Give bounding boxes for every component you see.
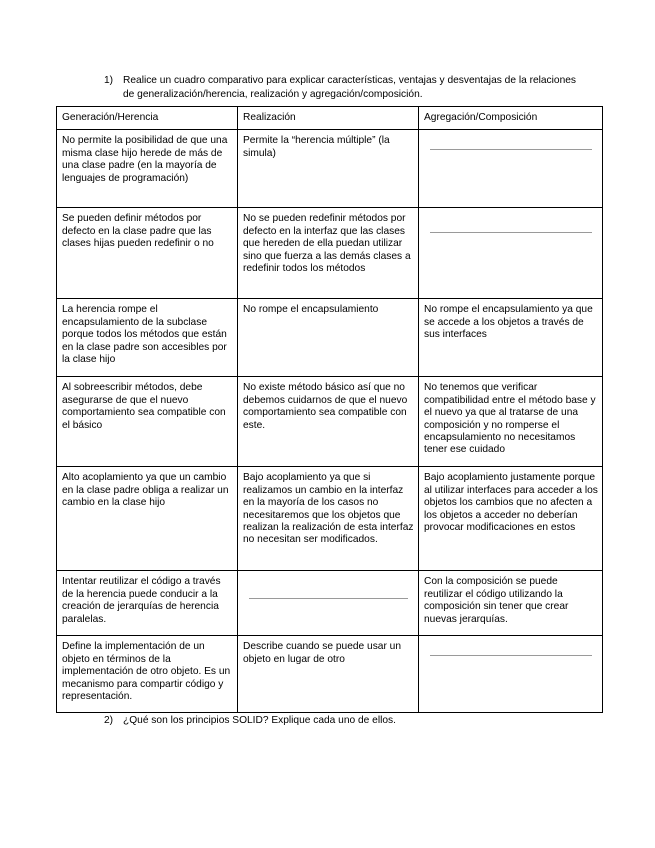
- cell-realizacion: Permite la “herencia múltiple” (la simula): [238, 130, 419, 208]
- header-realizacion: Realización: [238, 107, 419, 130]
- cell-realizacion: Bajo acoplamiento ya que si realizamos un cambio en la interfaz en la mayoría de los casos no necesitaremos que los objetos que realizan la realización de esta interfaz no necesitan ser modificados.: [238, 467, 419, 571]
- cell-agregacion: No tenemos que verificar compatibilidad entre el método base y el nuevo ya que al tratarse de una composición y no romperse el encapsulamiento no necesitamos tener ese cuidado: [419, 377, 603, 467]
- cell-agregacion-empty: [419, 130, 603, 208]
- table-row: [57, 377, 603, 467]
- table-row: [57, 467, 603, 571]
- cell-agregacion-empty: [419, 208, 603, 299]
- cell-herencia: No permite la posibilidad de que una misma clase hijo herede de más de una clase padre (en la mayoría de lenguajes de programación): [57, 130, 238, 208]
- cell-agregacion: No rompe el encapsulamiento ya que se accede a los objetos a través de sus interfaces: [419, 299, 603, 377]
- question-1: [104, 74, 584, 102]
- cell-herencia: La herencia rompe el encapsulamiento de la subclase porque todos los métodos que están en la clase padre son accesibles por la clase hijo: [57, 299, 238, 377]
- cell-agregacion: Con la composición se puede reutilizar el código utilizando la composición sin tener que crear nuevas jerarquías.: [419, 571, 603, 636]
- cell-herencia: Intentar reutilizar el código a través de la herencia puede conducir a la creación de jerarquías de herencia paralelas.: [57, 571, 238, 636]
- blank-line: [430, 149, 592, 150]
- cell-realizacion-empty: [238, 571, 419, 636]
- header-agregacion: Agregación/Composición: [419, 107, 603, 130]
- question-2-text: ¿Qué son los principios SOLID? Explique cada uno de ellos.: [123, 715, 396, 726]
- cell-realizacion: No existe método básico así que no debemos cuidarnos de que el nuevo comportamiento sea compatible con este.: [238, 377, 419, 467]
- comparison-table: [56, 106, 603, 713]
- cell-herencia: Alto acoplamiento ya que un cambio en la clase padre obliga a realizar un cambio en la clase hijo: [57, 467, 238, 571]
- cell-realizacion: Describe cuando se puede usar un objeto en lugar de otro: [238, 636, 419, 713]
- cell-herencia: Al sobreescribir métodos, debe asegurarse de que el nuevo comportamiento sea compatible con el básico: [57, 377, 238, 467]
- blank-line: [249, 598, 408, 599]
- cell-realizacion: No rompe el encapsulamiento: [238, 299, 419, 377]
- table-row: [57, 299, 603, 377]
- question-2: [104, 714, 396, 728]
- cell-agregacion: Bajo acoplamiento justamente porque al utilizar interfaces para acceder a los objetos los cambios que no afecten a los objetos a acceder no deberían provocar modificaciones en estos: [419, 467, 603, 571]
- cell-agregacion-empty: [419, 636, 603, 713]
- cell-herencia: Define la implementación de un objeto en términos de la implementación de otro objeto. Es un mecanismo para compartir código y representación.: [57, 636, 238, 713]
- table-row: [57, 636, 603, 713]
- cell-herencia: Se pueden definir métodos por defecto en la clase padre que las clases hijas pueden redefinir o no: [57, 208, 238, 299]
- header-herencia: Generación/Herencia: [57, 107, 238, 130]
- question-1-number: 1): [104, 75, 114, 86]
- blank-line: [430, 655, 592, 656]
- blank-line: [430, 232, 592, 233]
- cell-realizacion: No se pueden redefinir métodos por defecto en la interfaz que las clases que hereden de ella puedan utilizar sino que fuerza a las demás clases a redefinir todos los métodos: [238, 208, 419, 299]
- question-1-text: Realice un cuadro comparativo para explicar características, ventajas y desventajas de la relaciones de generalización/herencia, realización y agregación/composición.: [123, 75, 577, 100]
- question-2-number: 2): [104, 715, 114, 726]
- table-row: [57, 571, 603, 636]
- table-row: [57, 208, 603, 299]
- table-header-row: [57, 107, 603, 130]
- table-row: [57, 130, 603, 208]
